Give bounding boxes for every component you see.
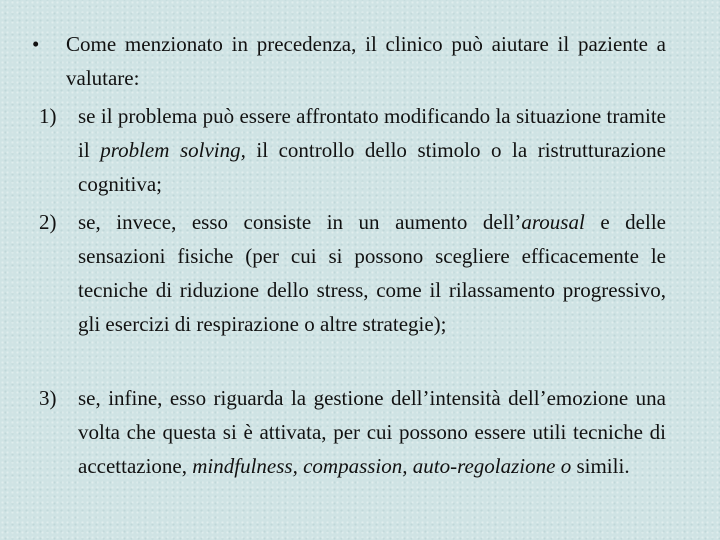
list-item-text <box>78 99 666 201</box>
text-run: se, invece, esso consiste in un aumento dell’ <box>78 210 522 234</box>
text-run: se il problema può essere affrontato modificando la situazione tramite il <box>78 104 666 162</box>
italic-term: problem solving, <box>100 138 246 162</box>
list-marker: 2) <box>39 210 57 234</box>
italic-term: mindfulness, compassion, auto-regolazione o <box>192 454 572 478</box>
list-marker: 1) <box>39 104 57 128</box>
list-item-text <box>78 381 666 483</box>
bullet-marker: • <box>32 32 40 56</box>
italic-term: arousal <box>521 210 585 234</box>
text-run: simili. <box>571 454 630 478</box>
list-marker: 3) <box>39 386 57 410</box>
list-item-text <box>78 205 666 341</box>
text-run: e delle sensazioni fisiche (per cui si possono scegliere efficacemente le tecniche di riduzione dello stress, come il rilassamento progressivo, gli esercizi di respirazione o altre strategie); <box>78 210 666 336</box>
text-run: se, infine, esso riguarda la gestione dell’intensità dell’emozione una volta che questa si è attivata, per cui possono essere utili tecniche di accettazione, <box>78 386 666 478</box>
text-run: il controllo dello stimolo o la ristrutturazione cognitiva; <box>78 138 666 196</box>
intro-text: Come menzionato in precedenza, il clinico può aiutare il paziente a valutare: <box>66 32 666 90</box>
